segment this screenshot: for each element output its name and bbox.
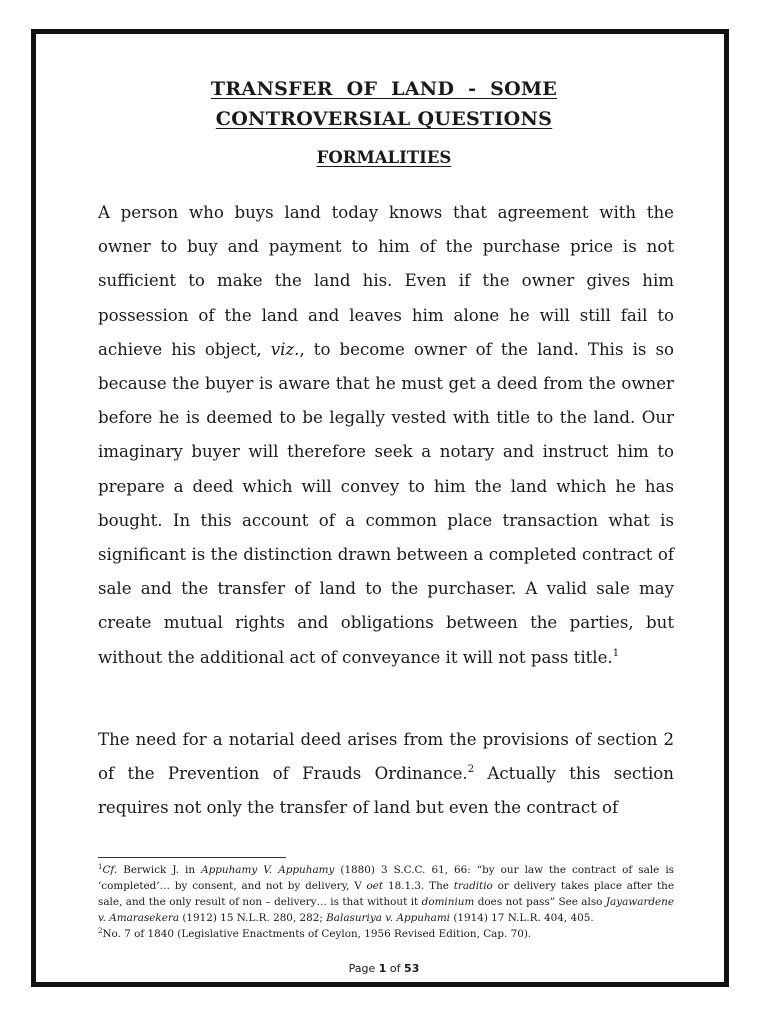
footnote-1-oet: oet <box>366 880 384 892</box>
footnote-1-dominium: dominium <box>421 896 475 908</box>
body-paragraph-2 <box>98 723 674 826</box>
footnote-divider <box>98 857 286 858</box>
footnote-1-traditio: traditio <box>453 880 493 892</box>
document-title-line2: CONTROVERSIAL QUESTIONS <box>215 108 553 130</box>
section-heading: FORMALITIES <box>316 148 452 167</box>
body-paragraph-1 <box>98 196 674 675</box>
footnote-2 <box>98 926 674 942</box>
footnote-1-text-d: or delivery takes place after the sale, and the only result of non – delivery… is that without it <box>98 880 674 908</box>
footnote-1-text-e: does not pass” See also <box>474 896 606 908</box>
footnote-1-case3: Balasuriya v. Appuhami <box>326 912 451 924</box>
paragraph1-viz: viz. <box>270 339 300 359</box>
footnote-1-text-b: (1880) 3 S.C.C. 61, 66: “by our law the contract of sale is ‘completed’… by consent, and not by delivery, V <box>98 864 674 892</box>
paragraph1-text-rest: , to become owner of the land. This is so because the buyer is aware that he must get a deed from the owner before he is deemed to be legally vested with title to the land. Our imaginary buyer will therefore seek a notary and instruct him to prepare a deed which will convey to him the land which he has bought. In this account of a common place transaction what is significant is the distinction drawn between a completed contract of sale and the transfer of land to the purchaser. A valid sale may create mutual rights and obligations between the parties, but without the additional act of conveyance it will not pass title. <box>98 339 674 667</box>
footnote-1-case1: Appuhamy V. Appuhamy <box>201 864 335 876</box>
page-current: 1 <box>378 962 387 975</box>
footnote-2-text: No. 7 of 1840 (Legislative Enactments of Ceylon, 1956 Revised Edition, Cap. 70). <box>102 928 532 940</box>
page-prefix: Page <box>348 962 379 975</box>
footnote-ref-1[interactable]: 1 <box>612 647 620 659</box>
document-title-line1: TRANSFER OF LAND - SOME <box>210 78 558 100</box>
footnote-1 <box>98 862 674 926</box>
footnote-1-text-a: Berwick J. in <box>117 864 202 876</box>
footnote-2-mark: 2 <box>98 927 103 935</box>
footnotes <box>98 862 674 942</box>
paragraph1-text: A person who buys land today knows that agreement with the owner to buy and payment to him of the purchase price is not sufficient to make the land his. Even if the owner gives him possession of the land and leaves him alone he will still fail to achieve his object, <box>98 203 674 359</box>
footnote-1-text-f: (1912) 15 N.L.R. 280, 282; <box>179 912 327 924</box>
paragraph2-text-b: Actually this section requires not only the transfer of land but even the contract of <box>98 764 674 818</box>
footnote-1-text-g: (1914) 17 N.L.R. 404, 405. <box>450 912 594 924</box>
paragraph2-text-a: The need for a notarial deed arises from the provisions of section 2 of the Prevention of Frauds Ordinance. <box>98 730 674 784</box>
page-number <box>0 962 768 975</box>
footnote-ref-2[interactable]: 2 <box>467 764 475 776</box>
footnote-1-cf: Cf. <box>102 864 118 876</box>
page-total: 53 <box>404 962 420 975</box>
footnote-1-case2: Jayawardene v. Amarasekera <box>98 896 674 924</box>
page-of: of <box>386 962 405 975</box>
footnote-1-text-c: 18.1.3. The <box>383 880 454 892</box>
footnote-1-mark: 1 <box>98 863 103 871</box>
